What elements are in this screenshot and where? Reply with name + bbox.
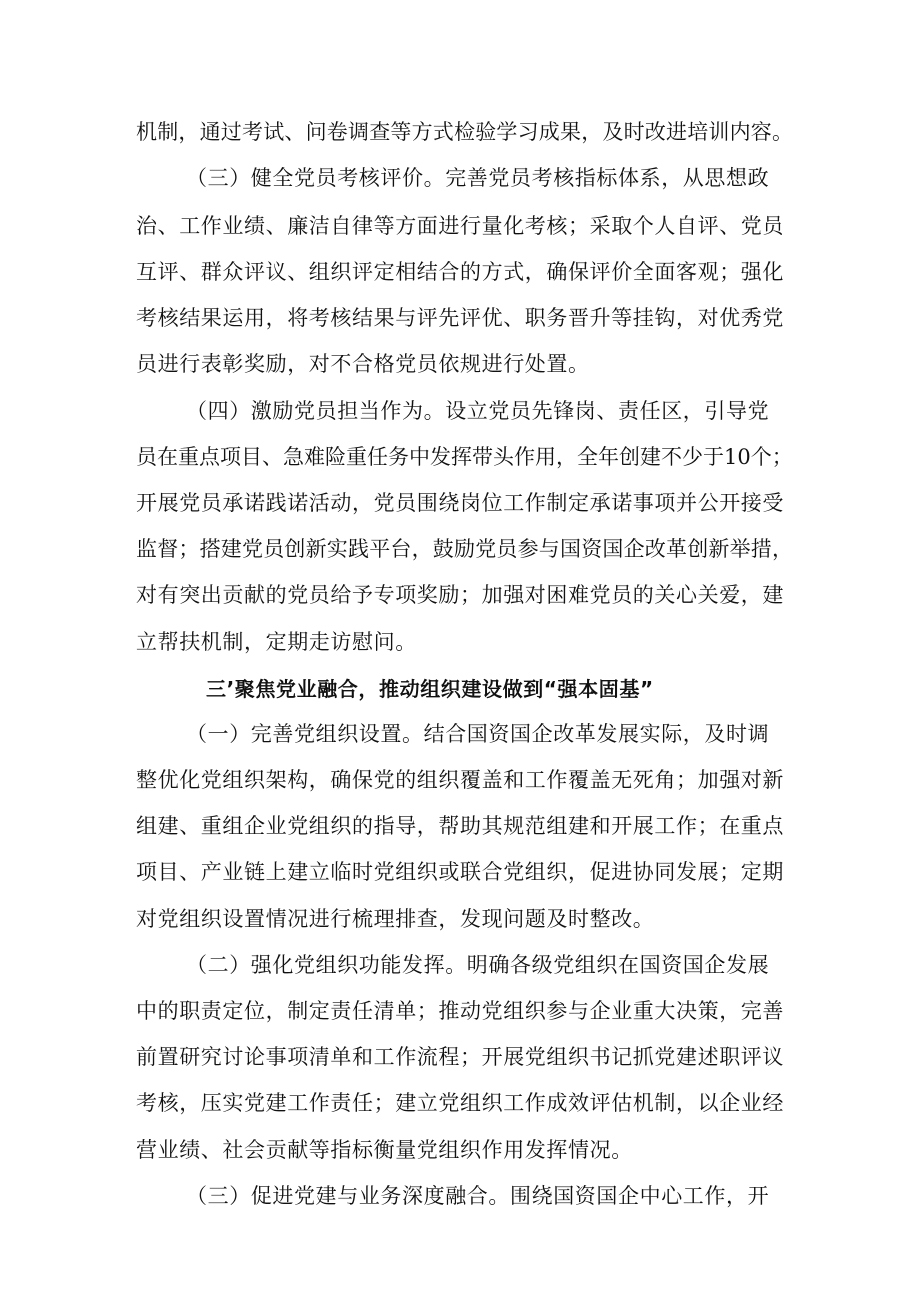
text-line: 前置研究讨论事项清单和工作流程；开展党组织书记抓党建述职评议 — [136, 1045, 784, 1069]
text-line: 机制，通过考试、问卷调查等方式检验学习成果，及时改进培训内容。 — [136, 120, 794, 144]
text-line: 对党组织设置情况进行梳理排查，发现问题及时整改。 — [136, 907, 655, 931]
text-line: （三）健全党员考核评价。完善党员考核指标体系，从思想政 — [186, 166, 770, 190]
section-heading: 三’聚焦党业融合，推动组织建设做到“强本固基” — [206, 677, 654, 701]
text-line: 营业绩、社会贡献等指标衡量党组织作用发挥情况。 — [136, 1138, 633, 1162]
text-line: 中的职责定位，制定责任清单；推动党组织参与企业重大决策，完善 — [136, 999, 784, 1023]
text-line: 立帮扶机制，定期走访慰问。 — [136, 630, 417, 654]
text-line: （三）促进党建与业务深度融合。围绕国资国企中心工作，开 — [186, 1184, 770, 1208]
text-line: 对有突出贡献的党员给予专项奖励；加强对困难党员的关心关爱，建 — [136, 583, 784, 607]
text-line: 整优化党组织架构，确保党的组织覆盖和工作覆盖无死角；加强对新 — [136, 768, 784, 792]
text-line: （一）完善党组织设置。结合国资国企改革发展实际，及时调 — [186, 722, 770, 746]
text-line: 监督；搭建党员创新实践平台，鼓励党员参与国资国企改革创新举措， — [136, 537, 794, 561]
text-line: 组建、重组企业党组织的指导，帮助其规范组建和开展工作；在重点 — [136, 814, 784, 838]
text-line: 治、工作业绩、廉洁自律等方面进行量化考核；采取个人自评、党员 — [136, 214, 784, 238]
text-line: 员进行表彰奖励，对不合格党员依规进行处置。 — [136, 352, 590, 376]
text-line: 项目、产业链上建立临时党组织或联合党组织，促进协同发展；定期 — [136, 860, 784, 884]
text-line: 互评、群众评议、组织评定相结合的方式，确保评价全面客观；强化 — [136, 260, 784, 284]
text-line: 员在重点项目、急难险重任务中发挥带头作用，全年创建不少于10个； — [136, 445, 793, 469]
text-line: 考核结果运用，将考核结果与评先评优、职务晋升等挂钩，对优秀党 — [136, 306, 784, 330]
text-line: （二）强化党组织功能发挥。明确各级党组织在国资国企发展 — [186, 953, 770, 977]
text-line: 开展党员承诺践诺活动，党员围绕岗位工作制定承诺事项并公开接受 — [136, 491, 784, 515]
text-line: （四）激励党员担当作为。设立党员先锋岗、责任区，引导党 — [186, 399, 770, 423]
text-line: 考核，压实党建工作责任；建立党组织工作成效评估机制，以企业经 — [136, 1091, 784, 1115]
